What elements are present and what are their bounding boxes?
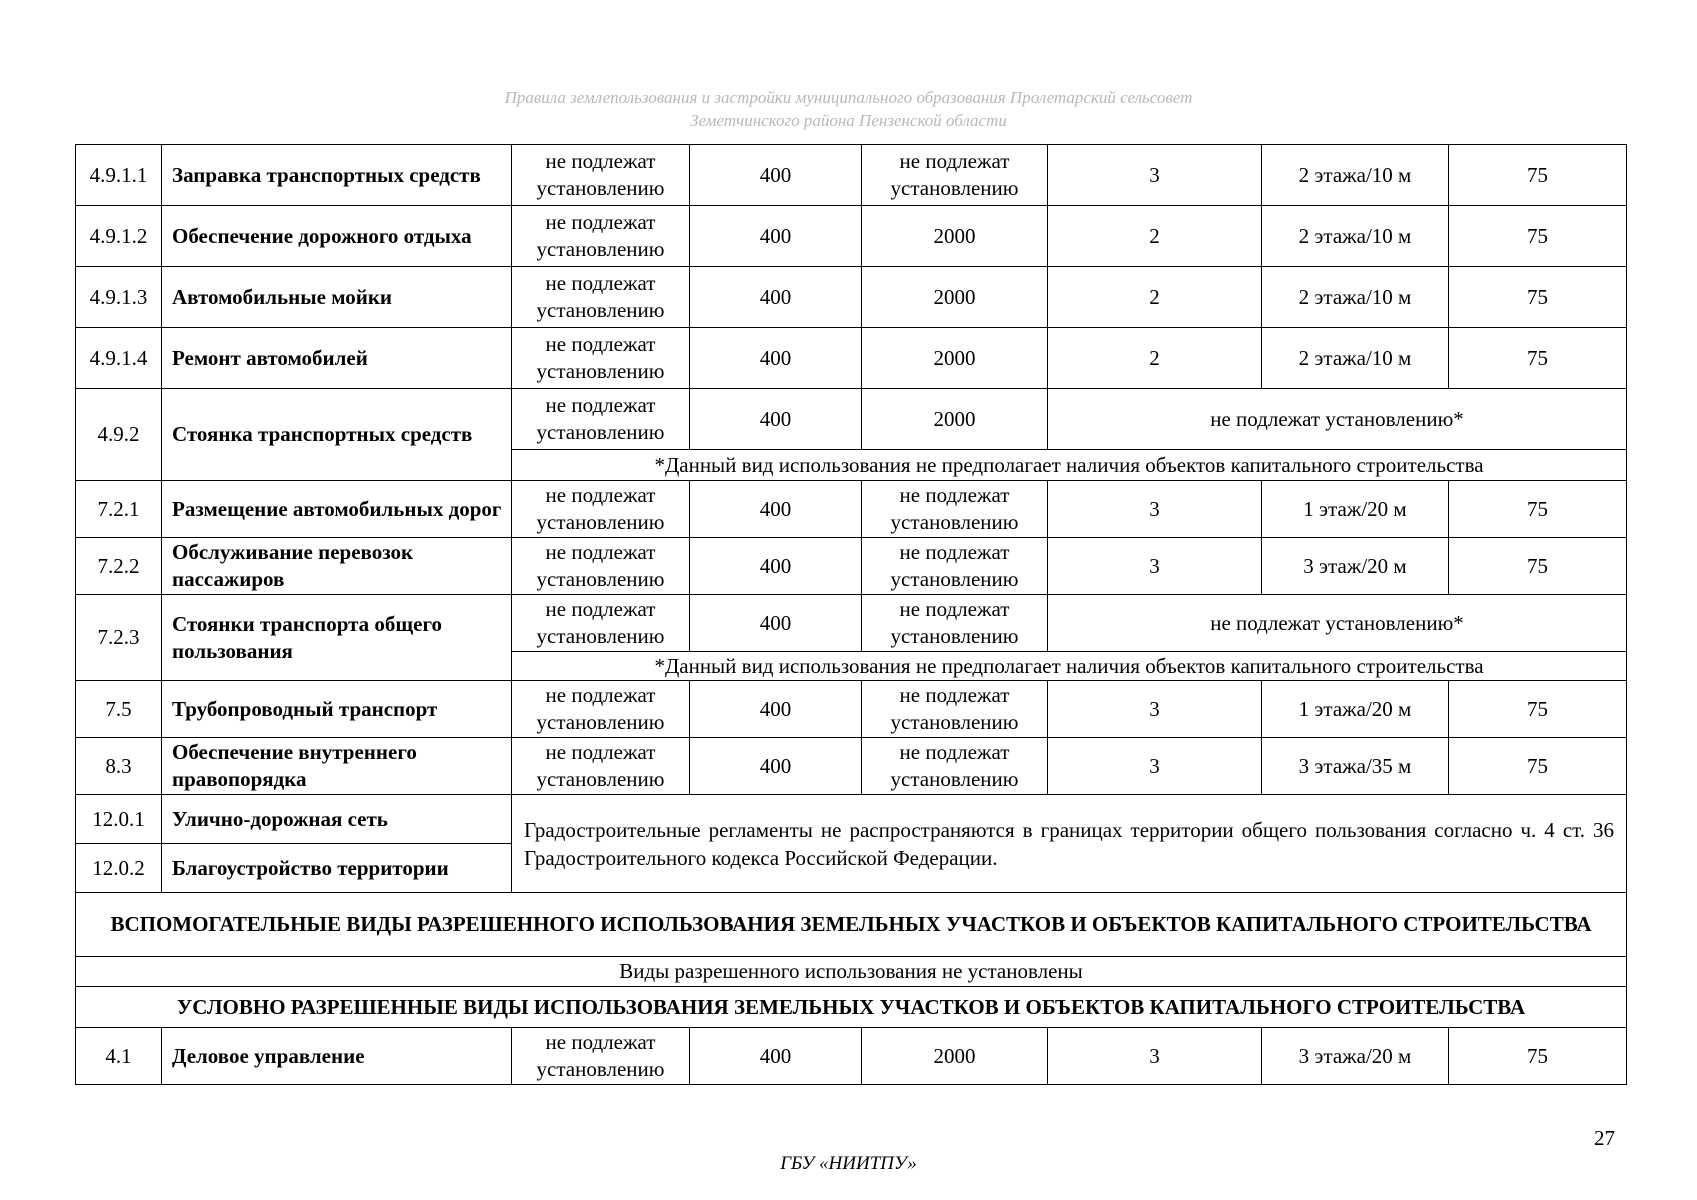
use-name-cell: Трубопроводный транспорт (162, 681, 512, 738)
min-area-cell: не подлежат установлению (512, 206, 690, 267)
code-cell: 4.9.1.2 (76, 206, 162, 267)
table-row (76, 595, 1627, 652)
code-cell: 4.9.1.4 (76, 328, 162, 389)
coverage-cell: 75 (1449, 206, 1627, 267)
code-cell: 7.2.1 (76, 481, 162, 538)
coverage-cell: 75 (1449, 481, 1627, 538)
use-name-cell: Ремонт автомобилей (162, 328, 512, 389)
height-cell: 2 этажа/10 м (1262, 267, 1449, 328)
min-area-cell: не подлежат установлению (512, 595, 690, 652)
table-row (76, 389, 1627, 450)
height-cell: 3 этаж/20 м (1262, 538, 1449, 595)
code-cell: 4.1 (76, 1028, 162, 1085)
coverage-cell: 75 (1449, 267, 1627, 328)
max-area-cell: не подлежат установлению (862, 481, 1048, 538)
min-width-cell: 400 (690, 1028, 862, 1085)
code-cell: 4.9.1.3 (76, 267, 162, 328)
table-row (76, 328, 1627, 389)
use-name-cell: Автомобильные мойки (162, 267, 512, 328)
min-width-cell: 400 (690, 267, 862, 328)
table-row (76, 738, 1627, 795)
table-row (76, 206, 1627, 267)
use-name-cell: Стоянка транспортных средств (162, 389, 512, 481)
max-area-cell: 2000 (862, 389, 1048, 450)
table-row (76, 795, 1627, 844)
conditional-uses-heading: УСЛОВНО РАЗРЕШЕННЫЕ ВИДЫ ИСПОЛЬЗОВАНИЯ ЗЕМЕЛЬНЫХ УЧАСТКОВ И ОБЪЕКТОВ КАПИТАЛЬНОГО СТРОИТЕЛЬСТВА (76, 987, 1627, 1028)
code-cell: 12.0.1 (76, 795, 162, 844)
table-row (76, 1028, 1627, 1085)
min-width-cell: 400 (690, 595, 862, 652)
indent-cell: 2 (1048, 267, 1262, 328)
table-row (76, 538, 1627, 595)
auxiliary-uses-heading: ВСПОМОГАТЕЛЬНЫЕ ВИДЫ РАЗРЕШЕННОГО ИСПОЛЬЗОВАНИЯ ЗЕМЕЛЬНЫХ УЧАСТКОВ И ОБЪЕКТОВ КАПИТАЛЬНОГО СТРОИТЕЛЬСТВА (76, 893, 1627, 957)
header-line-1: Правила землепользования и застройки муниципального образования Пролетарский сельсовет (504, 88, 1193, 107)
use-name-cell: Обеспечение внутреннего правопорядка (162, 738, 512, 795)
table-row (76, 267, 1627, 328)
indent-cell: 3 (1048, 681, 1262, 738)
min-area-cell: не подлежат установлению (512, 267, 690, 328)
min-area-cell: не подлежат установлению (512, 328, 690, 389)
min-width-cell: 400 (690, 206, 862, 267)
not-established-cell: не подлежат установлению* (1048, 389, 1627, 450)
coverage-cell: 75 (1449, 145, 1627, 206)
footnote-cell: *Данный вид использования не предполагает наличия объектов капитального строительства (512, 652, 1627, 681)
min-width-cell: 400 (690, 145, 862, 206)
height-cell: 2 этажа/10 м (1262, 206, 1449, 267)
section-heading-row (76, 893, 1627, 957)
max-area-cell: 2000 (862, 328, 1048, 389)
use-name-cell: Размещение автомобильных дорог (162, 481, 512, 538)
code-cell: 12.0.2 (76, 844, 162, 893)
code-cell: 7.2.2 (76, 538, 162, 595)
min-width-cell: 400 (690, 328, 862, 389)
code-cell: 7.2.3 (76, 595, 162, 681)
height-cell: 1 этажа/20 м (1262, 681, 1449, 738)
height-cell: 1 этаж/20 м (1262, 481, 1449, 538)
regulations-table (75, 144, 1627, 1085)
use-name-cell: Заправка транспортных средств (162, 145, 512, 206)
code-cell: 4.9.2 (76, 389, 162, 481)
not-established-cell: не подлежат установлению* (1048, 595, 1627, 652)
indent-cell: 3 (1048, 145, 1262, 206)
height-cell: 3 этажа/35 м (1262, 738, 1449, 795)
indent-cell: 2 (1048, 328, 1262, 389)
running-header (0, 86, 1697, 132)
table-row (76, 957, 1627, 987)
height-cell: 2 этажа/10 м (1262, 145, 1449, 206)
code-cell: 7.5 (76, 681, 162, 738)
indent-cell: 3 (1048, 738, 1262, 795)
coverage-cell: 75 (1449, 1028, 1627, 1085)
code-cell: 8.3 (76, 738, 162, 795)
section-heading-row (76, 987, 1627, 1028)
min-area-cell: не подлежат установлению (512, 538, 690, 595)
min-area-cell: не подлежат установлению (512, 738, 690, 795)
min-area-cell: не подлежат установлению (512, 1028, 690, 1085)
min-area-cell: не подлежат установлению (512, 481, 690, 538)
max-area-cell: не подлежат установлению (862, 538, 1048, 595)
coverage-cell: 75 (1449, 738, 1627, 795)
header-line-2: Земетчинского района Пензенской области (690, 111, 1007, 130)
max-area-cell: не подлежат установлению (862, 595, 1048, 652)
coverage-cell: 75 (1449, 538, 1627, 595)
table-row (76, 481, 1627, 538)
min-width-cell: 400 (690, 481, 862, 538)
coverage-cell: 75 (1449, 328, 1627, 389)
min-width-cell: 400 (690, 681, 862, 738)
min-area-cell: не подлежат установлению (512, 389, 690, 450)
indent-cell: 3 (1048, 538, 1262, 595)
auxiliary-uses-note: Виды разрешенного использования не установлены (76, 957, 1627, 987)
use-name-cell: Стоянки транспорта общего пользования (162, 595, 512, 681)
max-area-cell: не подлежат установлению (862, 738, 1048, 795)
indent-cell: 3 (1048, 481, 1262, 538)
max-area-cell: 2000 (862, 206, 1048, 267)
use-name-cell: Обслуживание перевозок пассажиров (162, 538, 512, 595)
code-cell: 4.9.1.1 (76, 145, 162, 206)
table-row (76, 681, 1627, 738)
page-number: 27 (1594, 1126, 1615, 1150)
use-name-cell: Деловое управление (162, 1028, 512, 1085)
max-area-cell: 2000 (862, 1028, 1048, 1085)
min-width-cell: 400 (690, 738, 862, 795)
use-name-cell: Благоустройство территории (162, 844, 512, 893)
max-area-cell: не подлежат установлению (862, 145, 1048, 206)
min-area-cell: не подлежат установлению (512, 145, 690, 206)
use-name-cell: Улично-дорожная сеть (162, 795, 512, 844)
use-name-cell: Обеспечение дорожного отдыха (162, 206, 512, 267)
height-cell: 3 этажа/20 м (1262, 1028, 1449, 1085)
indent-cell: 2 (1048, 206, 1262, 267)
regulations-not-applicable-text: Градостроительные регламенты не распространяются в границах территории общего пользования согласно ч. 4 ст. 36 Градостроительного кодекса Российской Федерации. (512, 795, 1627, 893)
min-area-cell: не подлежат установлению (512, 681, 690, 738)
min-width-cell: 400 (690, 538, 862, 595)
indent-cell: 3 (1048, 1028, 1262, 1085)
height-cell: 2 этажа/10 м (1262, 328, 1449, 389)
running-footer: ГБУ «НИИТПУ» (780, 1153, 917, 1174)
max-area-cell: не подлежат установлению (862, 681, 1048, 738)
max-area-cell: 2000 (862, 267, 1048, 328)
min-width-cell: 400 (690, 389, 862, 450)
table-row (76, 145, 1627, 206)
footnote-cell: *Данный вид использования не предполагает наличия объектов капитального строительства (512, 450, 1627, 481)
coverage-cell: 75 (1449, 681, 1627, 738)
